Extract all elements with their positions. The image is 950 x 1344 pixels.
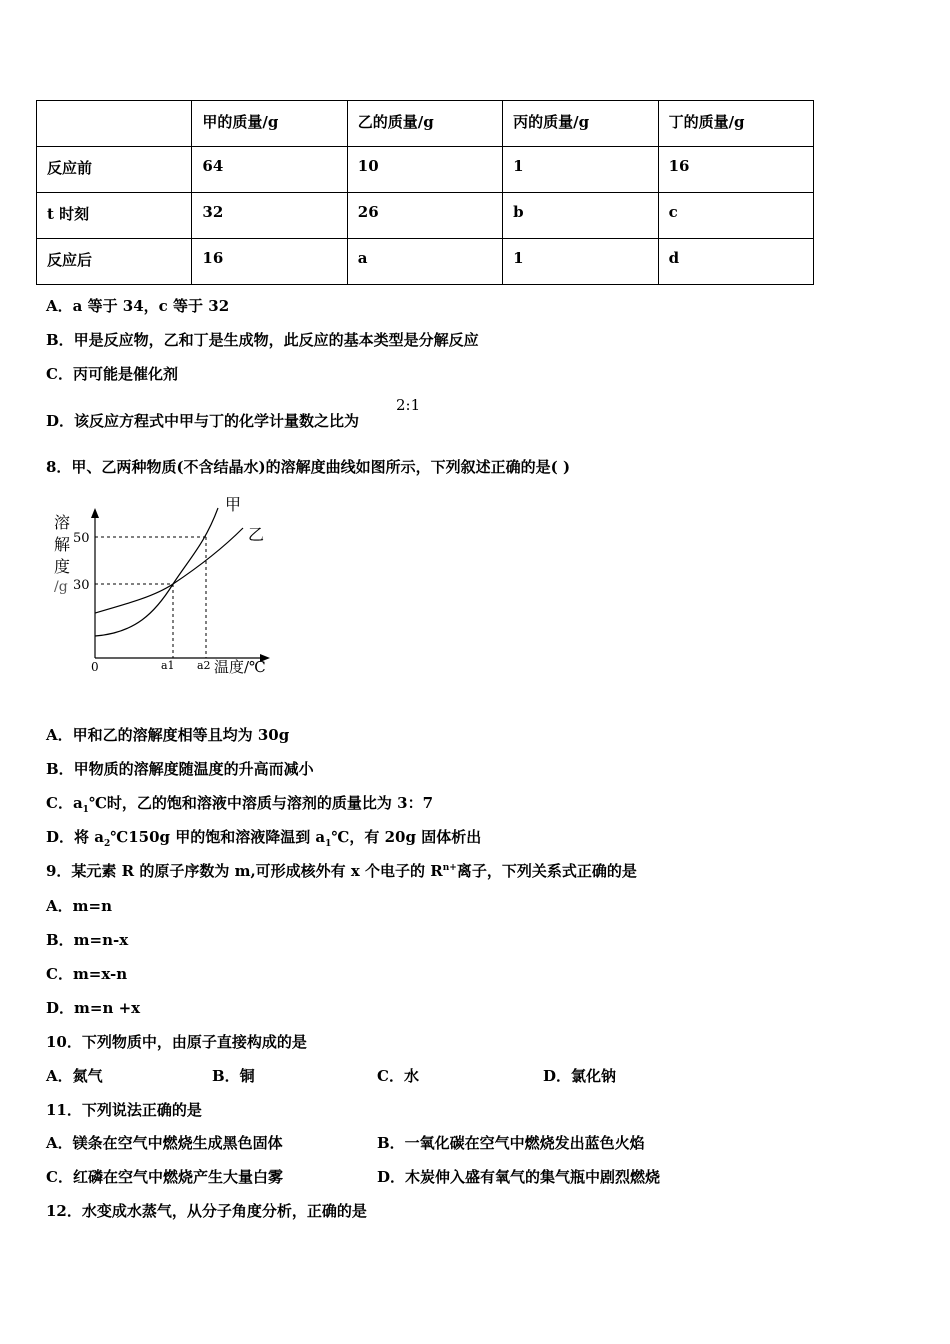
y-label-2: 解 xyxy=(54,535,71,554)
q8-stem: 8．甲、乙两种物质(不含结晶水)的溶解度曲线如图所示，下列叙述正确的是( ) xyxy=(46,458,571,476)
series-label-yi: 乙 xyxy=(248,525,265,544)
q10-option-c: C．水 xyxy=(377,1067,419,1085)
q7-option-d: D．该反应方程式中甲与丁的化学计量数之比为 xyxy=(46,412,360,430)
table-cell: 丙的质量/g xyxy=(503,101,658,147)
table-cell: 甲的质量/g xyxy=(192,101,347,147)
q8-c-text: C．a xyxy=(46,794,83,812)
q10-option-b: B．铜 xyxy=(212,1067,255,1085)
x-axis-label: 温度/℃ xyxy=(214,658,266,676)
table-row xyxy=(37,193,814,239)
q7-option-c: C．丙可能是催化剂 xyxy=(46,365,178,383)
table-cell: t 时刻 xyxy=(37,193,192,239)
q9-stem-sup: n+ xyxy=(442,863,457,873)
q9-option-b: B．m=n-x xyxy=(46,931,129,949)
q8-c-text: ℃时，乙的饱和溶液中溶质与溶剂的质量比为 3：7 xyxy=(88,794,434,812)
y-label-3: 度 xyxy=(54,557,71,576)
q8-d-text: D．将 a xyxy=(46,828,104,846)
q7-option-a: A．a 等于 34，c 等于 32 xyxy=(46,297,230,315)
q8-c-sub: 1 xyxy=(82,805,89,815)
curve-jia xyxy=(95,508,218,636)
table-cell: d xyxy=(658,239,813,285)
table-cell: 反应后 xyxy=(37,239,192,285)
table-cell: 16 xyxy=(658,147,813,193)
table-cell: 1 xyxy=(503,239,658,285)
table-cell: c xyxy=(658,193,813,239)
series-label-jia: 甲 xyxy=(225,495,242,514)
q11-stem: 11．下列说法正确的是 xyxy=(46,1101,202,1119)
q8-d-sub: 2 xyxy=(103,839,111,849)
y-label-4: /g xyxy=(54,579,68,595)
q11-option-a: A．镁条在空气中燃烧生成黑色固体 xyxy=(46,1134,283,1152)
table-row xyxy=(37,147,814,193)
origin-label: 0 xyxy=(91,660,99,674)
q12-stem: 12．水变成水蒸气，从分子角度分析，正确的是 xyxy=(46,1202,367,1220)
mass-table xyxy=(36,100,814,285)
q11-option-b: B．一氧化碳在空气中燃烧发出蓝色火焰 xyxy=(377,1134,645,1152)
q9-option-c: C．m=x-n xyxy=(46,965,128,983)
q9-stem-text: 9．某元素 R 的原子序数为 m,可形成核外有 x 个电子的 R xyxy=(46,862,443,880)
table-cell: 丁的质量/g xyxy=(658,101,813,147)
table-cell: a xyxy=(347,239,502,285)
table-cell: 10 xyxy=(347,147,502,193)
table-cell: 64 xyxy=(192,147,347,193)
table-cell: 16 xyxy=(192,239,347,285)
y-tick-30: 30 xyxy=(73,578,90,593)
table-header-row xyxy=(37,101,814,147)
q9-stem xyxy=(46,860,637,881)
q8-option-d xyxy=(46,826,481,849)
q9-option-d: D．m=n +x xyxy=(46,999,141,1017)
q11-option-c: C．红磷在空气中燃烧产生大量白雾 xyxy=(46,1168,283,1186)
table-row xyxy=(37,239,814,285)
q10-stem: 10．下列物质中，由原子直接构成的是 xyxy=(46,1033,307,1051)
table-cell: 乙的质量/g xyxy=(347,101,502,147)
q8-d-text: ℃150g 甲的饱和溶液降温到 a xyxy=(110,828,326,846)
q11-option-d: D．木炭伸入盛有氧气的集气瓶中剧烈燃烧 xyxy=(377,1168,661,1186)
curve-yi xyxy=(95,528,243,613)
solubility-chart xyxy=(40,488,280,688)
y-label-1: 溶 xyxy=(54,513,71,532)
table-cell: b xyxy=(503,193,658,239)
table-cell: 1 xyxy=(503,147,658,193)
q8-option-a: A．甲和乙的溶解度相等且均为 30g xyxy=(46,726,290,744)
x-tick-a1: a1 xyxy=(161,659,175,672)
q9-stem-text: 离子，下列关系式正确的是 xyxy=(456,862,637,880)
x-tick-a2: a2 xyxy=(197,659,211,672)
q8-d-sub: 1 xyxy=(325,839,332,849)
q10-option-d: D．氯化钠 xyxy=(543,1067,617,1085)
y-tick-50: 50 xyxy=(73,531,90,546)
table-cell: 26 xyxy=(347,193,502,239)
table-cell: 32 xyxy=(192,193,347,239)
y-axis-arrow xyxy=(91,508,99,518)
q7-option-b: B．甲是反应物，乙和丁是生成物，此反应的基本类型是分解反应 xyxy=(46,331,479,349)
table-cell xyxy=(37,101,192,147)
q10-option-a: A．氮气 xyxy=(46,1067,103,1085)
q8-option-c xyxy=(46,792,433,815)
q7-ratio: 2:1 xyxy=(396,396,421,414)
table-cell: 反应前 xyxy=(37,147,192,193)
q8-d-text: ℃，有 20g 固体析出 xyxy=(331,828,482,846)
q8-option-b: B．甲物质的溶解度随温度的升高而减小 xyxy=(46,760,314,778)
q9-option-a: A．m=n xyxy=(46,897,112,915)
